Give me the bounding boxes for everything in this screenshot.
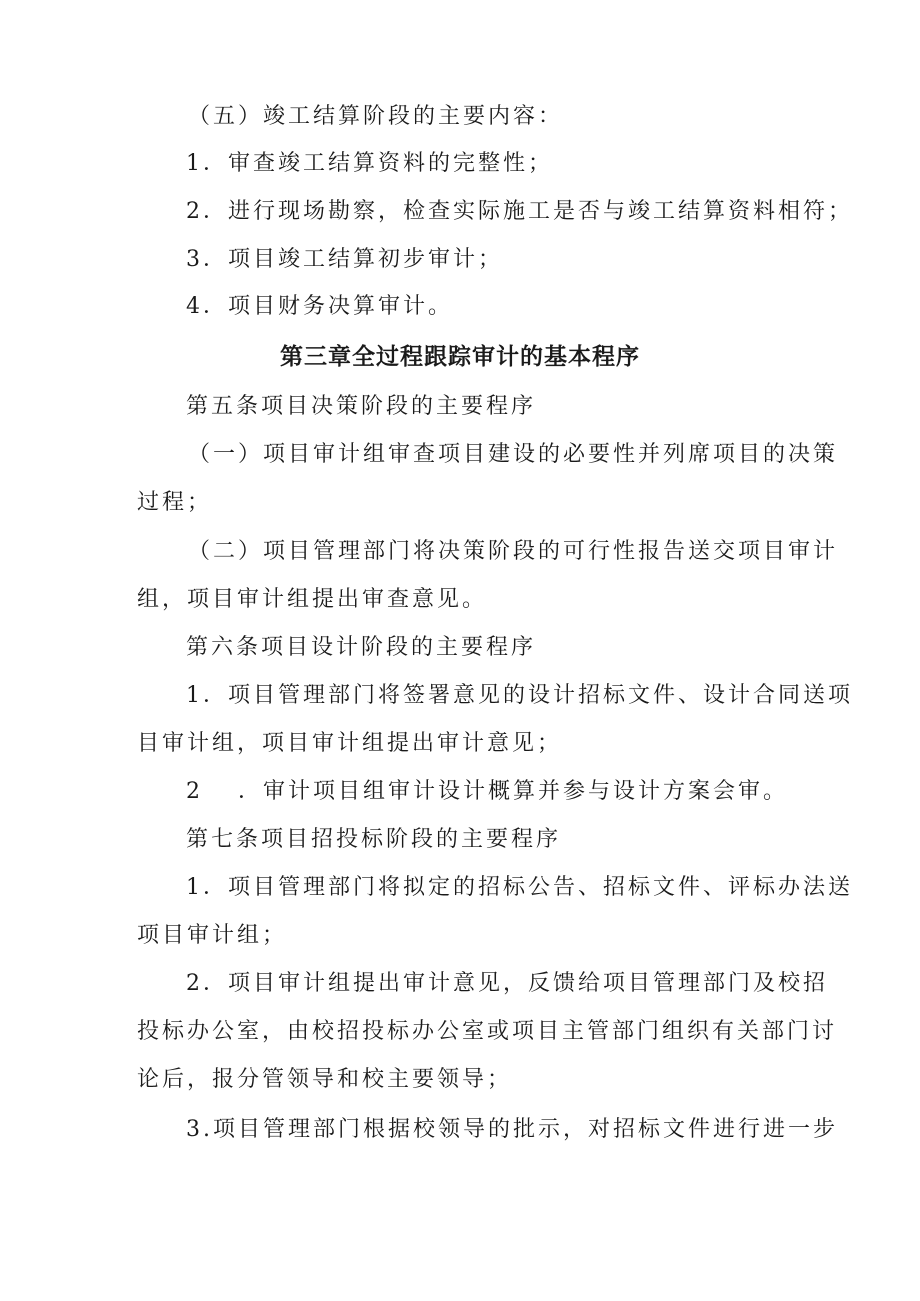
section-heading-completion: （五）竣工结算阶段的主要内容： <box>188 104 564 129</box>
paragraph-line: 目审计组，项目审计组提出审计意见； <box>137 731 563 756</box>
list-item: 2．进行现场勘察，检查实际施工是否与竣工结算资料相符； <box>186 199 853 224</box>
list-item: 1．审查竣工结算资料的完整性； <box>186 151 553 176</box>
paragraph-line: ．审计项目组审计设计概算并参与设计方案会审。 <box>238 779 789 804</box>
paragraph-line: 1．项目管理部门将拟定的招标公告、招标文件、评标办法送 <box>186 875 853 900</box>
article-title: 第七条项目招投标阶段的主要程序 <box>186 827 562 852</box>
paragraph-line: 过程； <box>137 490 213 515</box>
paragraph-line: 投标办公室，由校招投标办公室或项目主管部门组织有关部门讨 <box>137 1019 838 1044</box>
paragraph-line: 2．项目审计组提出审计意见，反馈给项目管理部门及校招 <box>186 971 828 996</box>
list-item: 4．项目财务决算审计。 <box>186 294 453 319</box>
paragraph-line: 1．项目管理部门将签署意见的设计招标文件、设计合同送项 <box>186 683 853 708</box>
paragraph-line: （一）项目审计组审查项目建设的必要性并列席项目的决策 <box>188 442 839 467</box>
paragraph-line: （二）项目管理部门将决策阶段的可行性报告送交项目审计 <box>188 539 839 564</box>
article-title: 第五条项目决策阶段的主要程序 <box>186 394 537 419</box>
paragraph-line: 3.项目管理部门根据校领导的批示，对招标文件进行进一步 <box>186 1117 838 1142</box>
list-item: 3．项目竣工结算初步审计； <box>186 247 503 272</box>
list-item-number: 2 <box>186 779 203 804</box>
paragraph-line: 论后，报分管领导和校主要领导； <box>137 1067 513 1092</box>
chapter-title: 第三章全过程跟踪审计的基本程序 <box>280 344 640 370</box>
paragraph-line: 项目审计组； <box>137 923 288 948</box>
article-title: 第六条项目设计阶段的主要程序 <box>186 635 537 660</box>
paragraph-line: 组，项目审计组提出审查意见。 <box>137 587 488 612</box>
